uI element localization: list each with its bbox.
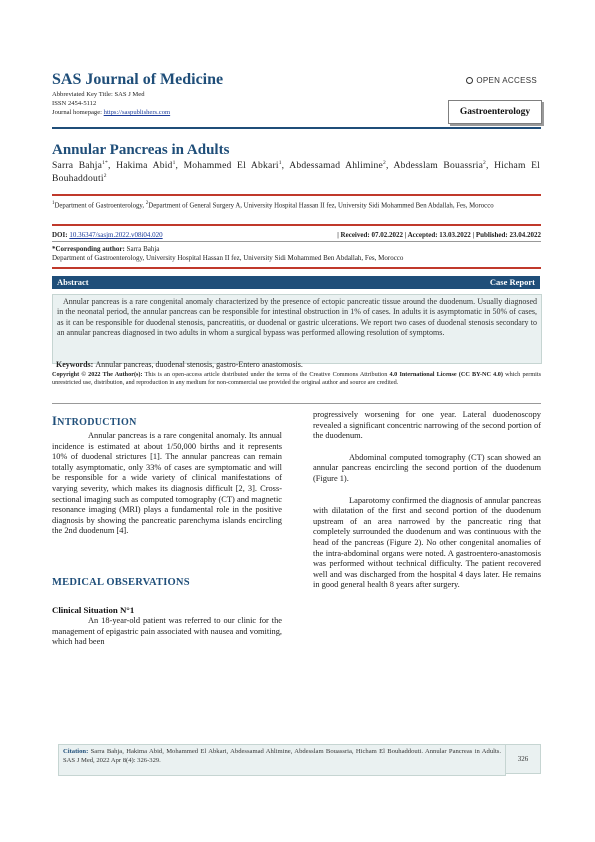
doi-divider (52, 241, 541, 242)
corr-divider (52, 267, 541, 269)
title-divider (52, 194, 541, 196)
corr-affiliation: Department of Gastroenterology, University Hospital Hassan II fez, University Sidi Mohammed Ben Abdallah, Fes, Morocco (52, 254, 404, 262)
corr-name: Sarra Bahja (126, 245, 160, 253)
journal-abbrev: Abbreviated Key Title: SAS J Med (52, 91, 145, 98)
publication-dates: | Received: 07.02.2022 | Accepted: 13.03.2022 | Published: 23.04.2022 (337, 231, 541, 239)
corr-label: *Corresponding author: (52, 245, 127, 253)
doi-row (52, 231, 541, 239)
copyright-text-1: This is an open-access article distributed under the terms of the Creative Commons Attribution (142, 371, 390, 378)
keywords-label: Keywords: (56, 360, 96, 369)
copyright-bold: Copyright © 2022 The Author(s): (52, 371, 143, 378)
copyright-notice (52, 371, 541, 387)
corresponding-author (52, 245, 541, 263)
journal-title: SAS Journal of Medicine (52, 71, 224, 88)
abstract-bar (52, 276, 540, 289)
introduction-text (52, 431, 282, 537)
abstract-divider (52, 403, 541, 404)
clinical-paragraph: An 18-year-old patient was referred to our clinic for the management of epigastric pain associated with nausea and vomiting, which had been (52, 616, 283, 647)
clinical-text (52, 616, 282, 648)
journal-issn: ISSN 2454-5112 (52, 100, 97, 107)
open-access-badge (466, 76, 537, 85)
keywords-value: Annular pancreas, duodenal stenosis, gastro-Entero anastomosis. (95, 360, 303, 369)
right-paragraph-1: progressively worsening for one year. Lateral duodenoscopy revealed a significant concentric narrowing of the second portion of the duodenum. (313, 410, 541, 441)
citation-box (58, 744, 506, 776)
homepage-label: Journal homepage: (52, 109, 104, 116)
journal-homepage (52, 108, 170, 117)
intro-paragraph: Annular pancreas is a rare congenital anomaly. Its annual incidence is estimated at about 1/50,000 births and it represents 10% of duodenal strictures [1]. The annular pancreas can remain totally asymptomatic, only 33% of cases are symptomatic and will be responsible for a wide variety of clinical manifestations of varying severity, which makes its diagnosis difficult [2, 3]. Cross-sectional imaging such as computed tomography (CT) and magnetic resonance imaging (MRI) plays a fundamental role in the positive diagnosis by showing the pancreatic parenchyma islands encircling the 2nd duodenum [4]. (52, 431, 282, 536)
article-type: Case Report (489, 277, 535, 287)
abstract-label: Abstract (57, 277, 89, 287)
introduction-heading (52, 414, 137, 429)
open-access-label: OPEN ACCESS (476, 76, 537, 85)
right-column (313, 410, 541, 591)
doi-label: DOI: (52, 231, 70, 239)
intro-heading-rest: NTRODUCTION (57, 417, 137, 428)
page-number: 326 (505, 744, 541, 774)
homepage-link[interactable]: https://saspublishers.com (103, 109, 171, 116)
right-paragraph-2: Abdominal computed tomography (CT) scan showed an annular pancreas encircling the second portion of the duodenum (Figure 1). (313, 452, 541, 483)
clinical-situation-heading: Clinical Situation N°1 (52, 605, 135, 615)
abstract-text: Annular pancreas is a rare congenital anomaly characterized by the presence of ectopic pancreatic tissue around the duodenum. Usually diagnosed in the neonatal period, the annular pancreas can be responsible for intestinal obstruction in 1% of cases. In adults it is asymptomatic in 50% of cases, as it can be responsible for duodenal stenosis, pancreatitis, or duodenal or gastric ulcerations. We report two cases of duodenal stenosis secondary to an annular pancreas diagnosed in two adults in whom a surgical bypass was performed allowing resolution of symptoms. (52, 294, 542, 364)
affiliations: $^1$Department of Gastroenterology, $^2$Department of General Surgery A, University Hospital Hassan II fez, University Sidi Mohammed Ben Abdallah, Fes, Morocco (52, 201, 494, 210)
header-divider (52, 127, 541, 129)
open-lock-icon (466, 77, 473, 84)
citation-text: Sarra Bahja, Hakima Abid, Mohammed El Abkari, Abdessamad Ahlimine, Abdesslam Bouassria, Hicham El Bouhaddouti. Annular Pancreas in Adults. SAS J Med, 2022 Apr 8(4): 326-329. (63, 748, 501, 764)
intro-heading-initial: I (52, 414, 58, 428)
right-paragraph-3: Laparotomy confirmed the diagnosis of annular pancreas with dilatation of the first and second portion of the duodenum upstream of an area narrowed by the pancreatic ring that completely surrounded the duodenum and was continuous with the head of the pancreas (Figure 2). No other congenital anomalies of the intra-abdominal organs were noted. A gastroentero-anastomosis was performed without technical difficulty. The patient recovered well and was discharged from the hospital 4 days later. He remains in good general health 8 years after surgery. (313, 495, 541, 590)
copyright-license: 4.0 International License (CC BY-NC 4.0) (389, 371, 503, 378)
citation-label: Citation: (63, 748, 89, 755)
article-title: Annular Pancreas in Adults (52, 142, 230, 158)
affil-divider (52, 224, 541, 226)
section-badge: Gastroenterology (448, 100, 542, 124)
keywords (56, 360, 303, 369)
copyright-text-2: which permits unrestricted use, distribution, and reproduction in any medium for non-commercial use provided the original author and source are credited. (52, 371, 541, 386)
author-list: Sarra Bahja$^{1*}$, Hakima Abid$^1$, Mohammed El Abkari$^1$, Abdessamad Ahlimine$^2$, Abdesslam Bouassria$^2$, Hicham El Bouhaddouti$^2$ (52, 160, 541, 185)
medical-observations-heading: MEDICAL OBSERVATIONS (52, 577, 190, 588)
doi-link[interactable]: 10.36347/sasjm.2022.v08i04.020 (69, 231, 163, 239)
